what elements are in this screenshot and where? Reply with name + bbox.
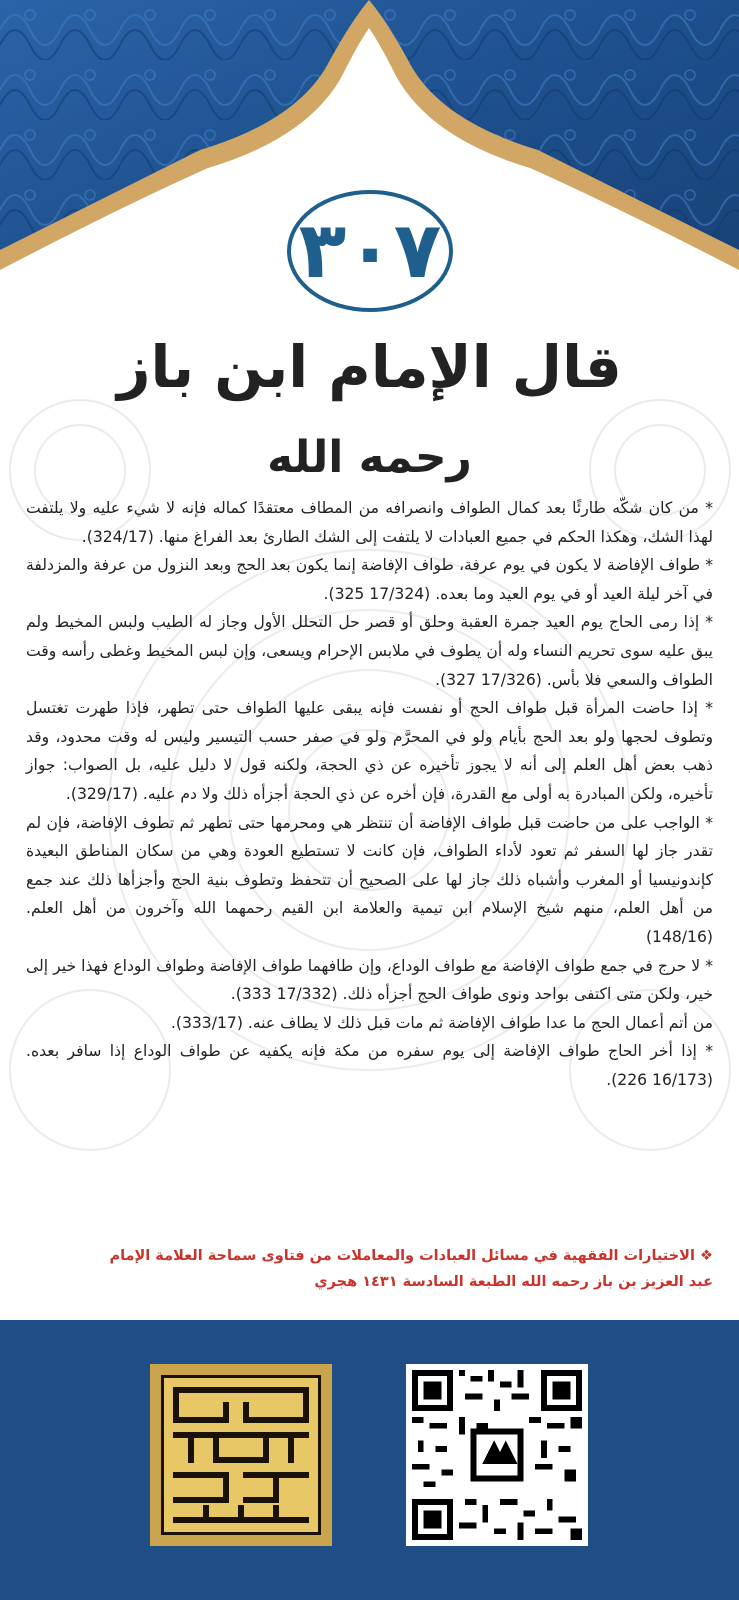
fatwa-paragraph: * من كان شكّه طارئًا بعد كمال الطواف وانصرافه من المطاف معتقدًا كماله فإنه لا شيء عليه ولا يلتفت لهذا الشك، وهكذا الحكم في جميع العبادات لا يلتفت إلى الشك الطارئ بعد الفراغ منها. (324/17). bbox=[26, 499, 713, 546]
qr-code-icon bbox=[412, 1370, 582, 1540]
fatwa-text bbox=[26, 494, 713, 1094]
fatwa-paragraph: * إذا أخر الحاج طواف الإفاضة إلى يوم سفره من مكة فإنه يكفيه عن طواف الوداع إذا سافر بعده. (16/173 226). bbox=[26, 1042, 713, 1089]
kufic-logo-icon bbox=[166, 1380, 316, 1530]
episode-number: ٣٠٧ bbox=[298, 206, 442, 296]
source-citation bbox=[26, 1243, 713, 1295]
page-subtitle: رحمه الله bbox=[267, 432, 472, 483]
fatwa-paragraph: * إذا حاضت المرأة قبل طواف الحج أو نفست فإنه يبقى عليها الطواف حتى تطهر، فإذا طهرت تغتسل وتطوف لحجها ولو بعد الحج بأيام ولو في المحرَّم ولو في صفر حسب التيسير وليس له وقت محدود، وقد ذهب بعض أهل العلم إلى أنه لا يجوز تأخيره عن ذي الحجة، ولكنه قول لا دليل عليه، بل الصواب: جواز تأخيره، ولكن المبادرة به أولى مع القدرة، فإن أخره عن ذي الحجة أجزأه ذلك ولا دم عليه. (329/17). bbox=[26, 699, 713, 803]
foundation-logo bbox=[150, 1364, 332, 1546]
qr-code[interactable] bbox=[406, 1364, 588, 1546]
fatwa-paragraph: * لا حرج في جمع طواف الإفاضة مع طواف الوداع، وإن طافهما طواف الإفاضة وطواف الوداع فهذا خير إلى خير، ولكن متى اكتفى بواحد ونوى طواف الحج أجزأه ذلك. (17/332 333). bbox=[26, 956, 713, 1004]
fatwa-paragraph: * طواف الإفاضة لا يكون في يوم عرفة، طواف الإفاضة إنما يكون بعد الحج وبعد النزول من عرفة والمزدلفة في آخر ليلة العيد أو في يوم العيد وما بعده. (17/324 325). bbox=[26, 556, 713, 603]
footer bbox=[0, 1320, 739, 1600]
fatwa-paragraph: من أتم أعمال الحج ما عدا طواف الإفاضة ثم مات قبل ذلك لا يطاف عنه. (333/17). bbox=[170, 1013, 713, 1032]
fatwa-paragraph: * الواجب على من حاضت قبل طواف الإفاضة أن تنتظر هي ومحرمها حتى تطهر ثم تطوف الإفاضة، فإن لم تقدر جاز لها السفر ثم تعود لأداء الطواف، فإن كانت لا تستطيع العودة وهي من سكان المناطق البعيدة كإندونيسيا أو المغرب وأشباه ذلك جاز لها على الصحيح أن تتحفظ وتطوف بنية الحج وأجزأها ذلك عند جمع من أهل العلم، منهم شيخ الإسلام ابن تيمية والعلامة ابن القيم رحمهما الله وآخرون من أهل العلم. (148/16) bbox=[26, 813, 713, 946]
page-title: قال الإمام ابن باز bbox=[117, 333, 622, 401]
fatwa-paragraph: * إذا رمى الحاج يوم العيد جمرة العقبة وحلق أو قصر حل التحلل الأول وجاز له الطيب ولبس المخيط ولم يبق عليه سوى تحريم النساء وله أن يطوف في ملابس الإحرام ويسعى، وإن لبس المخيط وغطى رأسه وقت الطواف والسعي فلا بأس. (17/326 327). bbox=[26, 613, 713, 689]
source-line: ❖ الاختيارات الفقهية في مسائل العبادات والمعاملات من فتاوى سماحة العلامة الإمام bbox=[109, 1248, 713, 1264]
source-line: عبد العزيز بن باز رحمه الله الطبعة السادسة ١٤٣١ هجري bbox=[314, 1274, 713, 1290]
episode-number-badge bbox=[287, 190, 453, 312]
